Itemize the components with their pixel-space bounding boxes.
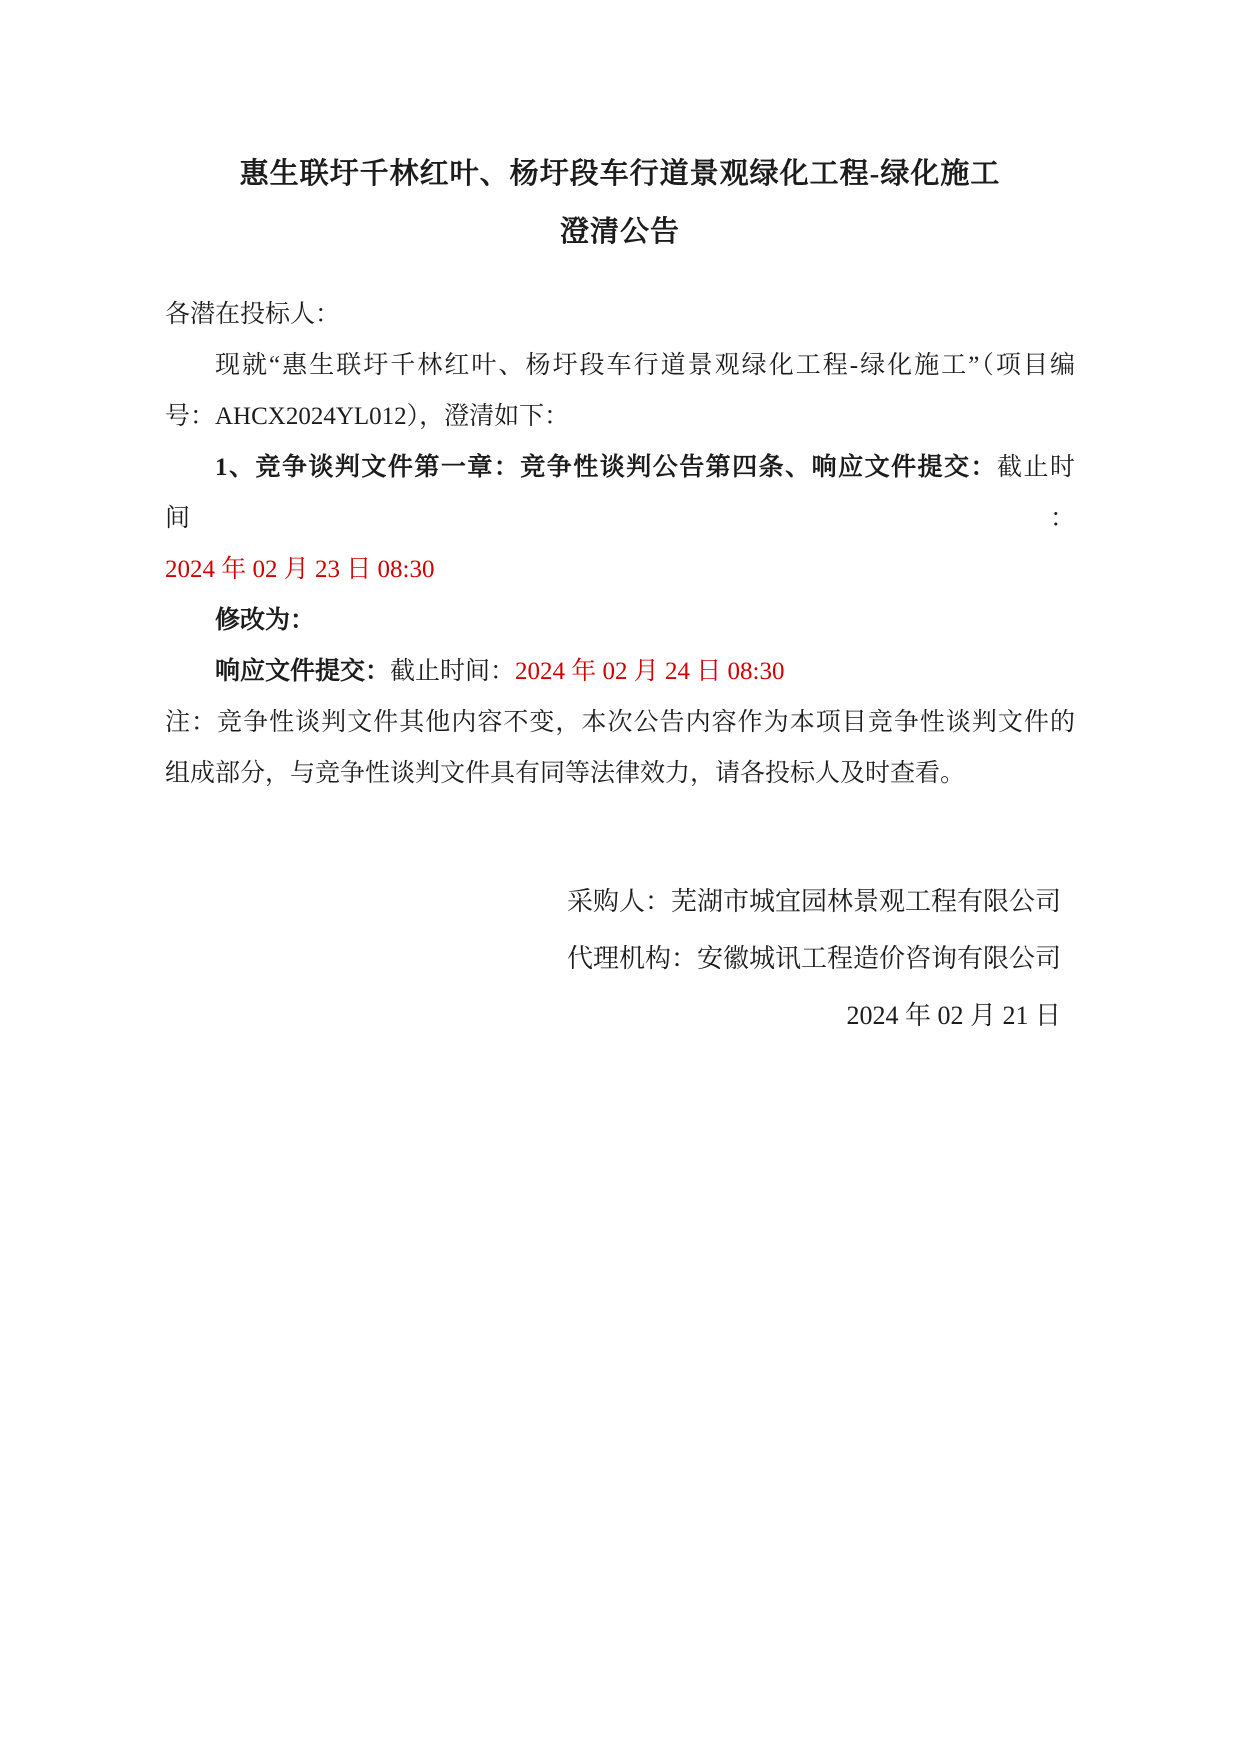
original-deadline: 2024 年 02 月 23 日 08:30 bbox=[165, 556, 435, 583]
clause-original-bold-text: 1、竞争谈判文件第一章：竞争性谈判公告第四条、响应文件提交： bbox=[215, 454, 998, 481]
clause-modified-regular-text: 截止时间： bbox=[390, 658, 516, 685]
intro-paragraph-line-1: 现就“惠生联圩千林红叶、杨圩段车行道景观绿化工程-绿化施工”（项目编 bbox=[215, 352, 1075, 379]
clause-original bbox=[165, 442, 1075, 544]
clause-modified-bold-text: 响应文件提交： bbox=[215, 658, 391, 685]
salutation: 各潜在投标人： bbox=[165, 301, 341, 328]
agency-line: 代理机构：安徽城讯工程造价咨询有限公司 bbox=[566, 944, 1061, 973]
clause-modified bbox=[165, 646, 1075, 697]
note-line-2: 组成部分，与竞争性谈判文件具有同等法律效力，请各投标人及时查看。 bbox=[165, 760, 966, 787]
clause-original-regular-text: 截止时间： bbox=[165, 454, 1075, 532]
title-line-1: 惠生联圩千林红叶、杨圩段车行道景观绿化工程-绿化施工 bbox=[239, 158, 1001, 190]
modify-label: 修改为： bbox=[215, 607, 316, 634]
note-line-1: 注：竞争性谈判文件其他内容不变，本次公告内容作为本项目竞争性谈判文件的 bbox=[165, 709, 1075, 736]
intro-paragraph-line-2: 号：AHCX2024YL012），澄清如下： bbox=[165, 403, 570, 430]
purchaser-line: 采购人：芜湖市城宜园林景观工程有限公司 bbox=[566, 887, 1061, 916]
document-body bbox=[165, 289, 1075, 799]
title-line-2: 澄清公告 bbox=[559, 216, 680, 248]
document-title bbox=[165, 145, 1075, 261]
date-line: 2024 年 02 月 21 日 bbox=[846, 1001, 1061, 1030]
signature-block bbox=[165, 873, 1075, 1044]
new-deadline: 2024 年 02 月 24 日 08:30 bbox=[515, 658, 785, 685]
